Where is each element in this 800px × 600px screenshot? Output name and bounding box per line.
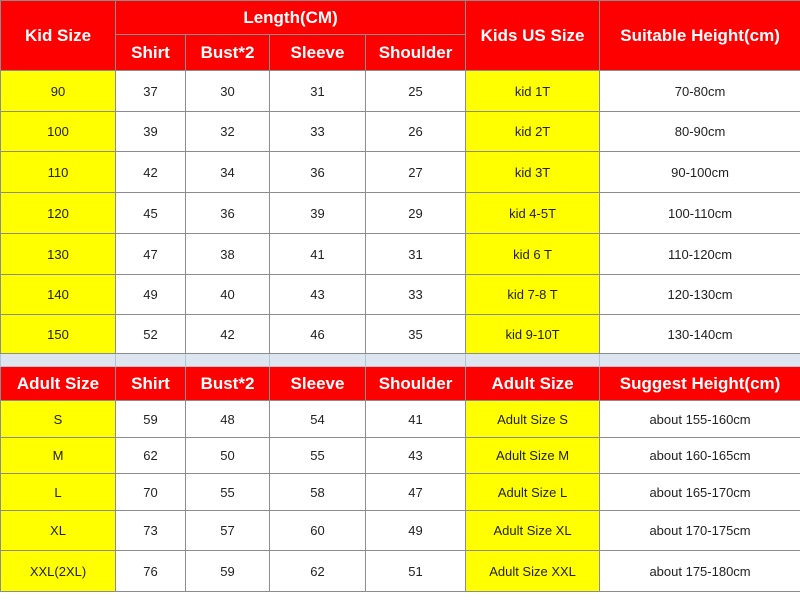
- shoulder-cell: 49: [366, 511, 466, 551]
- adults-row: [1, 511, 800, 551]
- height-cell: 130-140cm: [600, 315, 800, 354]
- shoulder-cell: 41: [366, 401, 466, 438]
- sleeve-cell: 54: [270, 401, 366, 438]
- shirt-cell: 52: [116, 315, 186, 354]
- shoulder-cell: 51: [366, 551, 466, 592]
- kid-size-header: Kid Size: [1, 1, 116, 71]
- bust-cell: 36: [186, 193, 270, 234]
- bust-cell: 57: [186, 511, 270, 551]
- shoulder-cell: 27: [366, 152, 466, 193]
- shirt-cell: 45: [116, 193, 186, 234]
- separator-cell: [600, 354, 800, 367]
- kids-row: [1, 275, 800, 315]
- kid-size-cell: 140: [1, 275, 116, 315]
- height-cell: 100-110cm: [600, 193, 800, 234]
- bust-cell: 59: [186, 551, 270, 592]
- bust-cell: 30: [186, 71, 270, 112]
- kids-us-size-cell: kid 3T: [466, 152, 600, 193]
- bust-cell: 42: [186, 315, 270, 354]
- height-cell: about 155-160cm: [600, 401, 800, 438]
- kids-us-size-cell: kid 2T: [466, 112, 600, 152]
- kids-us-size-cell: kid 1T: [466, 71, 600, 112]
- shirt-cell: 49: [116, 275, 186, 315]
- height-cell: 90-100cm: [600, 152, 800, 193]
- shirt-header: Shirt: [116, 35, 186, 71]
- shoulder-cell: 47: [366, 474, 466, 511]
- adult-size-label-cell: Adult Size M: [466, 438, 600, 474]
- separator-cell: [466, 354, 600, 367]
- shirt-cell: 39: [116, 112, 186, 152]
- bust-header: Bust*2: [186, 35, 270, 71]
- height-cell: 80-90cm: [600, 112, 800, 152]
- adults-row: [1, 474, 800, 511]
- shirt-cell: 62: [116, 438, 186, 474]
- sleeve-cell: 36: [270, 152, 366, 193]
- kid-size-cell: 130: [1, 234, 116, 275]
- kid-size-cell: 150: [1, 315, 116, 354]
- shoulder-cell: 25: [366, 71, 466, 112]
- shirt-cell: 47: [116, 234, 186, 275]
- adult-size-cell: L: [1, 474, 116, 511]
- sleeve-header: Sleeve: [270, 35, 366, 71]
- bust-cell: 55: [186, 474, 270, 511]
- adult-size-label-cell: Adult Size XXL: [466, 551, 600, 592]
- kids-row: [1, 112, 800, 152]
- kids-row: [1, 315, 800, 354]
- kids-us-size-cell: kid 7-8 T: [466, 275, 600, 315]
- kid-size-cell: 110: [1, 152, 116, 193]
- shirt-cell: 42: [116, 152, 186, 193]
- shirt-cell: 37: [116, 71, 186, 112]
- kids-us-size-cell: kid 4-5T: [466, 193, 600, 234]
- shoulder-cell: 35: [366, 315, 466, 354]
- adult-size-label-cell: Adult Size XL: [466, 511, 600, 551]
- separator-cell: [116, 354, 186, 367]
- shoulder-header: Shoulder: [366, 367, 466, 401]
- bust-cell: 48: [186, 401, 270, 438]
- kids-row: [1, 71, 800, 112]
- bust-cell: 38: [186, 234, 270, 275]
- adult-size-label-cell: Adult Size L: [466, 474, 600, 511]
- adult-size-label-cell: Adult Size S: [466, 401, 600, 438]
- sleeve-cell: 41: [270, 234, 366, 275]
- kids-row: [1, 234, 800, 275]
- sleeve-cell: 55: [270, 438, 366, 474]
- separator-cell: [270, 354, 366, 367]
- bust-cell: 40: [186, 275, 270, 315]
- separator-cell: [186, 354, 270, 367]
- adults-header-row: [1, 367, 800, 401]
- suitable-height-header: Suitable Height(cm): [600, 1, 800, 71]
- separator-cell: [366, 354, 466, 367]
- kids-us-size-cell: kid 6 T: [466, 234, 600, 275]
- adult-size-header: Adult Size: [1, 367, 116, 401]
- shirt-cell: 76: [116, 551, 186, 592]
- shoulder-cell: 26: [366, 112, 466, 152]
- suggest-height-header: Suggest Height(cm): [600, 367, 800, 401]
- kids-us-size-header: Kids US Size: [466, 1, 600, 71]
- sleeve-cell: 43: [270, 275, 366, 315]
- adult-size-cell: S: [1, 401, 116, 438]
- sleeve-cell: 62: [270, 551, 366, 592]
- height-cell: about 175-180cm: [600, 551, 800, 592]
- height-cell: 110-120cm: [600, 234, 800, 275]
- section-separator-row: [1, 354, 800, 367]
- adult-size-cell: M: [1, 438, 116, 474]
- separator-cell: [1, 354, 116, 367]
- shirt-header: Shirt: [116, 367, 186, 401]
- bust-cell: 32: [186, 112, 270, 152]
- adult-size-label-header: Adult Size: [466, 367, 600, 401]
- adults-row: [1, 551, 800, 592]
- shoulder-cell: 29: [366, 193, 466, 234]
- height-cell: about 160-165cm: [600, 438, 800, 474]
- sleeve-cell: 33: [270, 112, 366, 152]
- sleeve-cell: 60: [270, 511, 366, 551]
- length-group-header: Length(CM): [116, 1, 466, 35]
- shirt-cell: 59: [116, 401, 186, 438]
- kids-us-size-cell: kid 9-10T: [466, 315, 600, 354]
- height-cell: about 165-170cm: [600, 474, 800, 511]
- shoulder-cell: 43: [366, 438, 466, 474]
- sleeve-cell: 46: [270, 315, 366, 354]
- adult-size-cell: XXL(2XL): [1, 551, 116, 592]
- height-cell: about 170-175cm: [600, 511, 800, 551]
- height-cell: 70-80cm: [600, 71, 800, 112]
- kids-row: [1, 152, 800, 193]
- shirt-cell: 70: [116, 474, 186, 511]
- adult-size-cell: XL: [1, 511, 116, 551]
- sleeve-cell: 39: [270, 193, 366, 234]
- adults-row: [1, 438, 800, 474]
- shoulder-cell: 33: [366, 275, 466, 315]
- sleeve-cell: 58: [270, 474, 366, 511]
- adults-row: [1, 401, 800, 438]
- kid-size-cell: 90: [1, 71, 116, 112]
- shoulder-header: Shoulder: [366, 35, 466, 71]
- bust-cell: 50: [186, 438, 270, 474]
- bust-cell: 34: [186, 152, 270, 193]
- bust-header: Bust*2: [186, 367, 270, 401]
- kids-row: [1, 193, 800, 234]
- shoulder-cell: 31: [366, 234, 466, 275]
- kid-size-cell: 120: [1, 193, 116, 234]
- sleeve-header: Sleeve: [270, 367, 366, 401]
- height-cell: 120-130cm: [600, 275, 800, 315]
- kids-header-row: [1, 1, 800, 35]
- shirt-cell: 73: [116, 511, 186, 551]
- kid-size-cell: 100: [1, 112, 116, 152]
- sleeve-cell: 31: [270, 71, 366, 112]
